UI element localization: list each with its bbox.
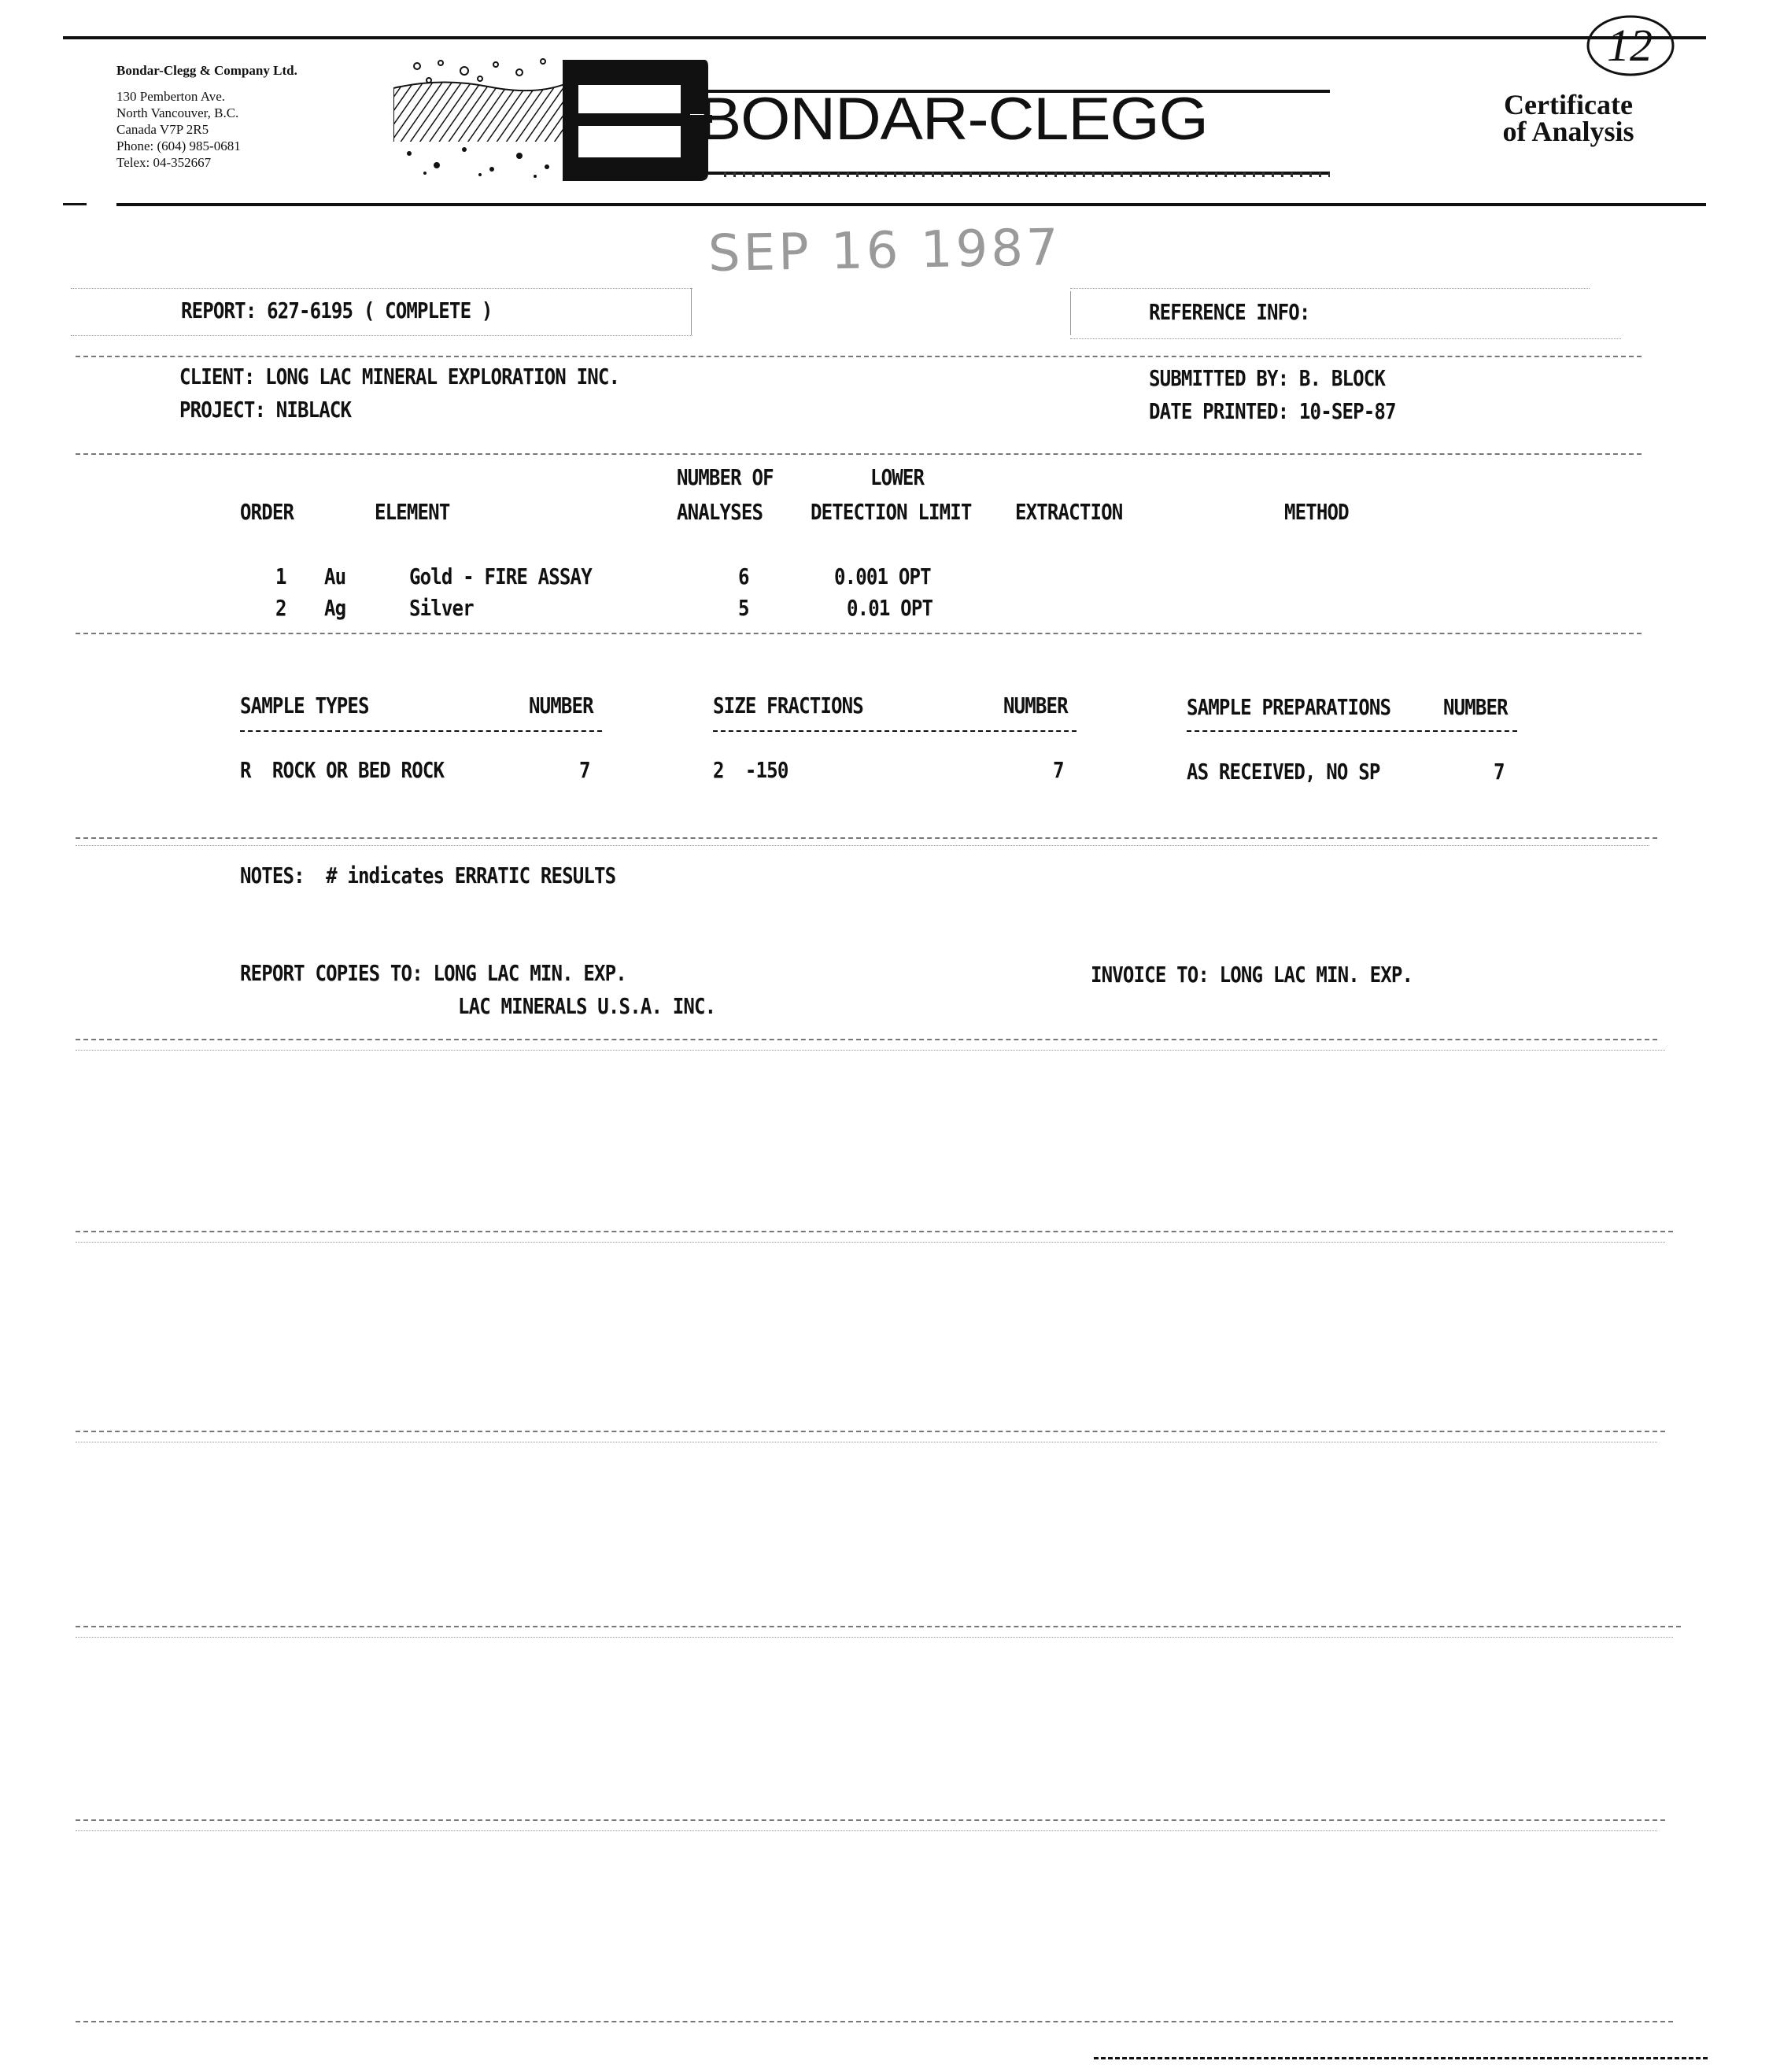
sample-preps-number-label: NUMBER (1443, 694, 1508, 720)
header-element: ELEMENT (375, 499, 450, 525)
section-divider (76, 837, 1657, 839)
address-line: Phone: (604) 985-0681 (116, 139, 241, 153)
header-method: METHOD (1284, 499, 1349, 525)
header-detection-limit: DETECTION LIMIT (811, 499, 972, 525)
address-line: Canada V7P 2R5 (116, 122, 209, 137)
size-fraction-count: 7 (1053, 757, 1064, 783)
reference-box-left (1070, 291, 1071, 335)
report-number: REPORT: 627-6195 ( COMPLETE ) (181, 297, 493, 323)
sample-prep-row: AS RECEIVED, NO SP (1187, 759, 1380, 785)
address-line: North Vancouver, B.C. (116, 105, 239, 120)
date-printed: DATE PRINTED: 10-SEP-87 (1149, 398, 1396, 424)
sample-type-row: R ROCK OR BED ROCK (240, 757, 445, 783)
section-divider (76, 2021, 1673, 2022)
document-title-line1: Certificate (1504, 89, 1633, 120)
section-divider (76, 1050, 1665, 1051)
section-divider (76, 1231, 1673, 1232)
section-divider (76, 1039, 1657, 1040)
top-rule (63, 36, 1706, 39)
received-date-stamp: SEP 16 1987 (707, 219, 1062, 283)
reference-info: REFERENCE INFO: (1149, 299, 1310, 325)
row-analyses: 6 (738, 563, 749, 589)
row-order: 1 (275, 563, 286, 589)
page-number-mark: 12 (1607, 20, 1653, 71)
row-element-name: Silver (409, 595, 474, 621)
reference-box-bottom (1070, 338, 1621, 339)
reference-box-top (1070, 288, 1590, 289)
document-title-line2: of Analysis (1502, 116, 1634, 147)
bottom-dashed-rule (1094, 2057, 1708, 2059)
size-fractions-number-label: NUMBER (1003, 693, 1068, 718)
sample-type-count: 7 (579, 757, 590, 783)
size-fraction-row: 2 -150 (713, 757, 788, 783)
section-divider (76, 356, 1642, 357)
sample-preps-underline (1187, 730, 1517, 732)
sample-types-underline (240, 730, 602, 732)
notes: NOTES: # indicates ERRATIC RESULTS (240, 862, 616, 888)
section-divider (76, 1637, 1673, 1638)
company-name: Bondar-Clegg & Company Ltd. (116, 63, 297, 78)
section-divider (76, 845, 1649, 846)
report-copies-line2: LAC MINERALS U.S.A. INC. (458, 993, 716, 1019)
row-analyses: 5 (738, 595, 749, 621)
header-extraction: EXTRACTION (1015, 499, 1123, 525)
report-box-right (691, 288, 692, 335)
submitted-by: SUBMITTED BY: B. BLOCK (1149, 365, 1386, 391)
company-address (116, 88, 241, 171)
section-divider (76, 1830, 1657, 1831)
row-element-name: Gold - FIRE ASSAY (409, 563, 592, 589)
row-order: 2 (275, 595, 286, 621)
section-divider (76, 1819, 1665, 1821)
sample-preps-label: SAMPLE PREPARATIONS (1187, 694, 1391, 720)
sample-types-label: SAMPLE TYPES (240, 693, 369, 718)
client-name: CLIENT: LONG LAC MINERAL EXPLORATION INC. (179, 364, 620, 390)
section-divider (76, 1626, 1681, 1627)
header-number-of: NUMBER OF (677, 464, 774, 490)
size-fractions-label: SIZE FRACTIONS (713, 693, 863, 718)
section-divider (76, 633, 1642, 634)
header-analyses: ANALYSES (677, 499, 763, 525)
row-symbol: Au (324, 563, 346, 589)
report-copies-to: REPORT COPIES TO: LONG LAC MIN. EXP. (240, 960, 626, 986)
row-detection-limit: 0.001 OPT (834, 563, 931, 589)
section-divider (76, 453, 1642, 455)
header-lower: LOWER (870, 464, 925, 490)
header-bottom-rule-tick (63, 203, 87, 205)
sample-prep-count: 7 (1494, 759, 1505, 785)
logo-wordmark: BONDAR-CLEGG (699, 86, 1208, 153)
row-symbol: Ag (324, 595, 346, 621)
size-fractions-underline (713, 730, 1077, 732)
row-detection-limit: 0.01 OPT (847, 595, 933, 621)
header-bottom-rule (116, 203, 1706, 206)
document-title (1478, 91, 1659, 145)
report-box-top (71, 288, 692, 289)
section-divider (76, 1431, 1665, 1432)
address-line: Telex: 04-352667 (116, 155, 212, 170)
address-line: 130 Pemberton Ave. (116, 89, 226, 104)
header-order: ORDER (240, 499, 294, 525)
section-divider (76, 1242, 1665, 1243)
invoice-to: INVOICE TO: LONG LAC MIN. EXP. (1091, 962, 1413, 988)
project-name: PROJECT: NIBLACK (179, 397, 352, 423)
sample-types-number-label: NUMBER (529, 693, 593, 718)
report-box-bottom (71, 335, 692, 336)
